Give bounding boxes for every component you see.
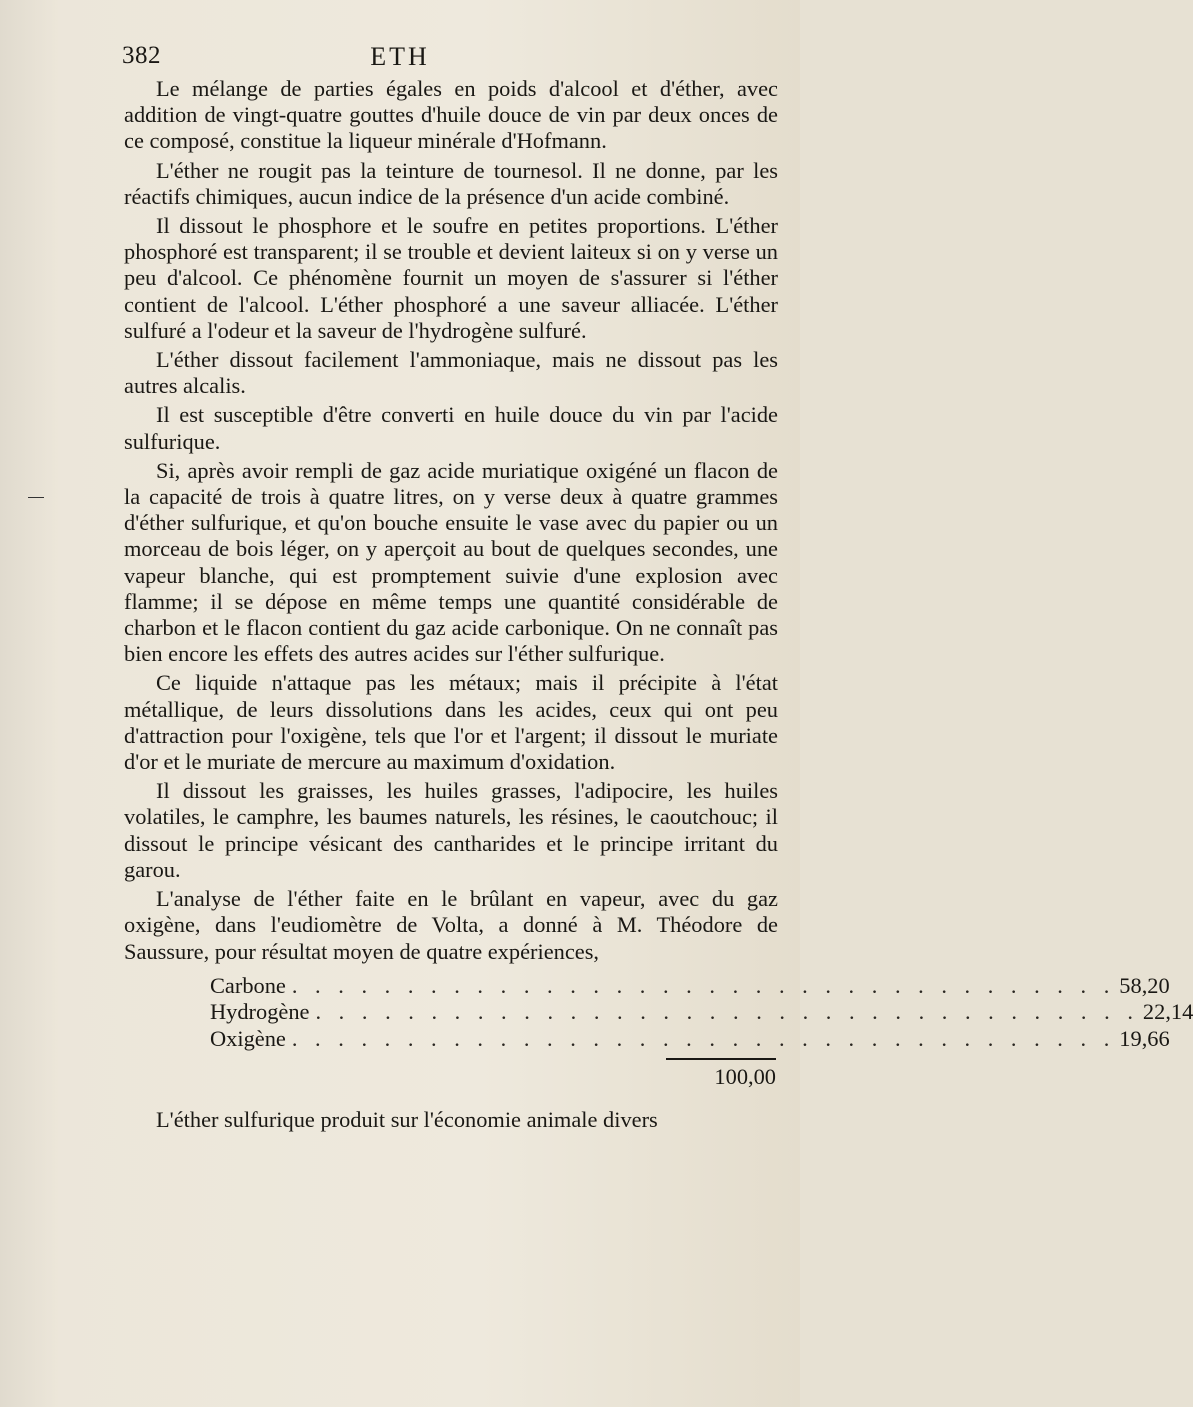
paragraph: Ce liquide n'attaque pas les métaux; mais il précipite à l'état métallique, de leurs dissolutions dans les acides, ceux qui ont peu d'attraction pour l'oxigène, tels que l'or et l'argent; il dissout le muriate d'or et le muriate de mercure au maximum d'oxidation.	[124, 670, 778, 775]
page-shadow	[0, 0, 60, 1407]
body-text	[124, 76, 1193, 1136]
paragraph: Il dissout les graisses, les huiles grasses, l'adipocire, les huiles volatiles, le camphre, les baumes naturels, les résines, le caoutchouc; il dissout le principe vésicant des cantharides et le principe irritant du garou.	[124, 778, 778, 882]
element-value: 19,66	[1119, 1025, 1170, 1051]
result-row	[210, 972, 1170, 1000]
sum-rule	[666, 1058, 776, 1060]
margin-mark	[28, 497, 44, 498]
page-number: 382	[122, 42, 161, 69]
dot-leader: . . . . . . . . . . . . . . . . . . . . . . . . . . . . . . . . . . . .	[315, 999, 1139, 1025]
paragraph: Il est susceptible d'être converti en huile douce du vin par l'acide sulfurique.	[124, 402, 778, 454]
result-row	[210, 999, 1193, 1026]
paragraph: L'éther ne rougit pas la teinture de tournesol. Il ne donne, par les réactifs chimiques, aucun indice de la présence d'un acide combiné.	[124, 157, 778, 209]
element-value: 58,20	[1119, 972, 1170, 998]
element-value: 22,14	[1142, 999, 1193, 1025]
paragraph: Il dissout le phosphore et le soufre en petites proportions. L'éther phosphoré est transparent; il se trouble et devient laiteux si on y verse un peu d'alcool. Ce phénomène fournit un moyen de s'assurer si l'éther contient de l'alcool. L'éther phosphoré a une saveur alliacée. L'éther sulfuré a l'odeur et la saveur de l'hydrogène sulfuré.	[124, 213, 778, 343]
paragraph: L'analyse de l'éther faite en le brûlant en vapeur, avec du gaz oxigène, dans l'eudiomètre de Volta, a donné à M. Théodore de Saussure, pour résultat moyen de quatre expériences,	[124, 886, 778, 964]
element-name: Oxigène	[210, 1025, 286, 1051]
paragraph: Si, après avoir rempli de gaz acide muriatique oxigéné un flacon de la capacité de trois à quatre litres, on y verse deux à quatre grammes d'éther sulfurique, et qu'on bouche ensuite le vase avec du papier ou un morceau de bois léger, on y aperçoit au bout de quelques secondes, une vapeur blanche, qui est promptement suivie d'une explosion avec flamme; il se dépose en même temps une quantité considérable de charbon et le flacon contient du gaz acide carbonique. On ne connaît pas bien encore les effets des autres acides sur l'éther sulfurique.	[124, 457, 778, 667]
running-head: ETH	[370, 42, 430, 71]
paragraph: Le mélange de parties égales en poids d'alcool et d'éther, avec addition de vingt-quatre gouttes d'huile douce de vin par deux onces de ce composé, constitue la liqueur minérale d'Hofmann.	[124, 76, 778, 154]
dot-leader: . . . . . . . . . . . . . . . . . . . . . . . . . . . . . . . . . . . .	[291, 1025, 1116, 1051]
result-row	[210, 1025, 1170, 1053]
paragraph: L'éther sulfurique produit sur l'économie animale divers	[156, 1106, 658, 1132]
dot-leader: . . . . . . . . . . . . . . . . . . . . . . . . . . . . . . . . . . . .	[291, 972, 1116, 998]
element-name: Hydrogène	[210, 999, 310, 1025]
analysis-results-table	[210, 972, 1193, 1091]
element-name: Carbone	[210, 972, 286, 998]
paragraph: L'éther dissout facilement l'ammoniaque, mais ne dissout pas les autres alcalis.	[124, 347, 778, 399]
total-value: 100,00	[714, 1064, 776, 1090]
